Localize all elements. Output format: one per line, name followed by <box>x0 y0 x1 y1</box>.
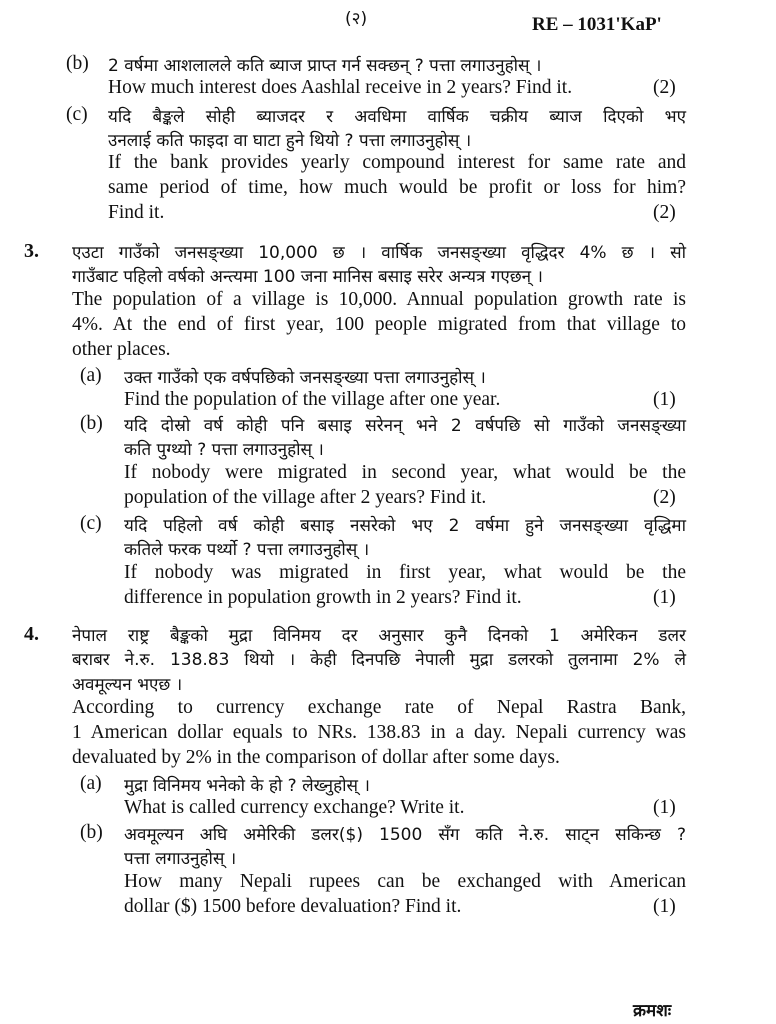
q3-english-line: The population of a village is 10,000. Annual population growth rate is <box>72 289 686 310</box>
q2c-mark: (2) <box>653 202 676 223</box>
q4-nepali-line: अवमूल्यन भएछ । <box>72 675 183 695</box>
q3-nepali-line: एउटा गाउँको जनसङ्ख्या 10,000 छ । वार्षिक जनसङ्ख्या वृद्धिदर 4% छ । सो <box>72 243 686 263</box>
q4a-nepali: मुद्रा विनिमय भनेको के हो ? लेख्नुहोस् । <box>124 776 370 796</box>
q3c-mark: (1) <box>653 587 676 608</box>
q3-english-line: 4%. At the end of first year, 100 people migrated from that village to <box>72 314 686 335</box>
q3c-label: (c) <box>80 513 102 534</box>
q2b-mark: (2) <box>653 77 676 98</box>
q3-number: 3. <box>24 240 39 262</box>
q3b-nepali-line: यदि दोस्रो वर्ष कोही पनि बसाइ सरेनन् भने 2 वर्षपछि सो गाउँको जनसङ्ख्या <box>124 416 686 436</box>
q3b-label: (b) <box>80 413 103 434</box>
q2c-label: (c) <box>66 104 88 125</box>
q4b-english-line: dollar ($) 1500 before devaluation? Find it. <box>124 896 462 917</box>
q2c-nepali-line: यदि बैङ्कले सोही ब्याजदर र अवधिमा वार्षिक चक्रीय ब्याज दिएको भए <box>108 107 686 127</box>
q4a-english: What is called currency exchange? Write it. <box>124 797 465 818</box>
q3a-label: (a) <box>80 365 102 386</box>
q4-nepali-line: बराबर ने.रु. 138.83 थियो । केही दिनपछि नेपाली मुद्रा डलरको तुलनामा 2% ले <box>72 650 686 670</box>
q3c-english-line: If nobody was migrated in first year, what would be the <box>124 562 686 583</box>
q4a-label: (a) <box>80 773 102 794</box>
q2b-english: How much interest does Aashlal receive in 2 years? Find it. <box>108 77 573 98</box>
q2b-nepali: 2 वर्षमा आशलालले कति ब्याज प्राप्त गर्न सक्छन् ? पत्ता लगाउनुहोस् । <box>108 56 542 76</box>
q4-english-line: 1 American dollar equals to NRs. 138.83 in a day. Nepali currency was <box>72 722 686 743</box>
page-number: (२) <box>345 9 368 29</box>
paper-code: RE – 1031'KaP' <box>532 14 662 35</box>
q4b-mark: (1) <box>653 896 676 917</box>
q2c-english-line: Find it. <box>108 202 165 223</box>
q3c-nepali-line: यदि पहिलो वर्ष कोही बसाइ नसरेको भए 2 वर्षमा हुने जनसङ्ख्या वृद्धिमा <box>124 516 686 536</box>
q4-english-line: devaluated by 2% in the comparison of dollar after some days. <box>72 747 560 768</box>
q4b-nepali-line: पत्ता लगाउनुहोस् । <box>124 849 237 869</box>
q3c-english-line: difference in population growth in 2 years? Find it. <box>124 587 522 608</box>
q2c-english-line: If the bank provides yearly compound interest for same rate and <box>108 152 686 173</box>
q4-english-line: According to currency exchange rate of Nepal Rastra Bank, <box>72 697 686 718</box>
q3c-nepali-line: कतिले फरक पर्थ्यो ? पत्ता लगाउनुहोस् । <box>124 540 370 560</box>
continued-note: क्रमशः <box>633 1001 672 1021</box>
q4b-nepali-line: अवमूल्यन अघि अमेरिकी डलर($) 1500 सँग कति ने.रु. साट्न सकिन्छ ? <box>124 825 686 845</box>
q3-nepali-line: गाउँबाट पहिलो वर्षको अन्त्यमा 100 जना मानिस बसाइ सरेर अन्यत्र गएछन् । <box>72 267 543 287</box>
q4b-english-line: How many Nepali rupees can be exchanged with American <box>124 871 686 892</box>
q4b-label: (b) <box>80 822 103 843</box>
q3b-nepali-line: कति पुग्थ्यो ? पत्ता लगाउनुहोस् । <box>124 440 324 460</box>
q2c-english-line: same period of time, how much would be profit or loss for him? <box>108 177 686 198</box>
q3b-mark: (2) <box>653 487 676 508</box>
q2b-label: (b) <box>66 53 89 74</box>
q2c-nepali-line: उनलाई कति फाइदा वा घाटा हुने थियो ? पत्ता लगाउनुहोस् । <box>108 131 472 151</box>
q3-english-line: other places. <box>72 339 171 360</box>
q3b-english-line: If nobody were migrated in second year, what would be the <box>124 462 686 483</box>
q4a-mark: (1) <box>653 797 676 818</box>
q3b-english-line: population of the village after 2 years? Find it. <box>124 487 487 508</box>
q3a-english: Find the population of the village after one year. <box>124 389 501 410</box>
q3a-nepali: उक्त गाउँको एक वर्षपछिको जनसङ्ख्या पत्ता लगाउनुहोस् । <box>124 368 486 388</box>
q3a-mark: (1) <box>653 389 676 410</box>
q4-nepali-line: नेपाल राष्ट्र बैङ्कको मुद्रा विनिमय दर अनुसार कुनै दिनको 1 अमेरिकन डलर <box>72 626 686 646</box>
q4-number: 4. <box>24 623 39 645</box>
